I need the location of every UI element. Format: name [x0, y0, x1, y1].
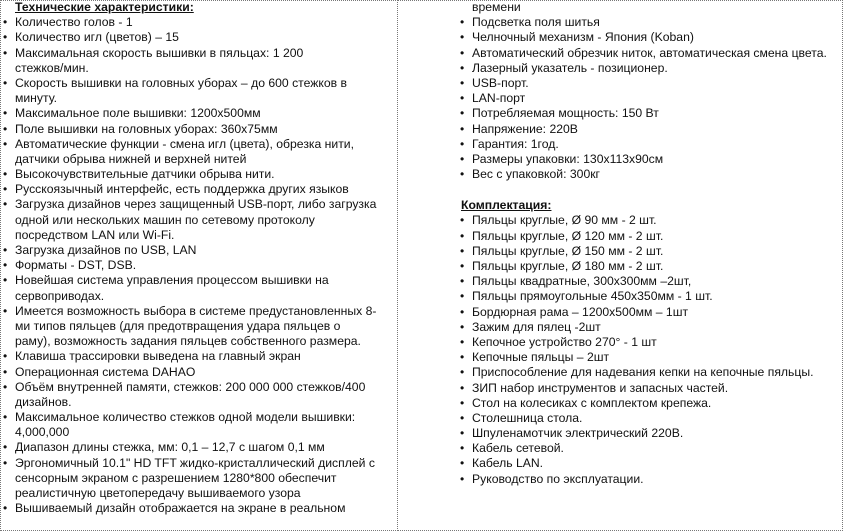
spacer [459, 182, 839, 198]
list-item: • Руководство по эксплуатации. [459, 472, 839, 487]
list-item: • Количество голов - 1 [2, 15, 396, 30]
kit-list [459, 213, 839, 486]
list-item: • Максимальное поле вышивки: 1200x500мм [2, 106, 396, 121]
list-item-continuation: сенсорным экраном с разрешением 1280*800 обеспечит [15, 470, 337, 485]
specifications-heading: Технические характеристики: [15, 0, 194, 14]
list-item: • Гарантия: 1год. [459, 137, 839, 152]
list-item: • Вышиваемый дизайн отображается на экране в реальном [2, 501, 396, 516]
list-item-continuation: ми типов пяльцев (для предотвращения удара пяльцев о [15, 318, 341, 333]
list-item: • Размеры упаковки: 130x113x90см [459, 152, 839, 167]
list-item: • Зажим для пялец -2шт [459, 320, 839, 335]
list-item-continuation: одной или нескольких машин по сетевому протоколу [15, 212, 315, 227]
kit-heading: Комплектация: [461, 198, 552, 213]
list-item: • Эргономичный 10.1" HD TFT жидко-кристаллический дисплей с [2, 456, 396, 471]
list-item: • Вес с упаковкой: 300кг [459, 167, 839, 182]
list-item: • Объём внутренней памяти, стежков: 200 000 000 стежков/400 [2, 380, 396, 395]
list-item: • Подсветка поля шитья [459, 15, 839, 30]
list-item: • Загрузка дизайнов через защищенный USB-порт, либо загрузка [2, 197, 396, 212]
list-item: • Потребляемая мощность: 150 Вт [459, 106, 839, 121]
list-item: • Максимальное количество стежков одной модели вышивки: [2, 410, 396, 425]
list-item: • Пяльцы квадратные, 300x300мм –2шт, [459, 274, 839, 289]
list-item: • Высокочувствительные датчики обрыва нити. [2, 167, 396, 182]
specifications-continued-list [459, 0, 839, 182]
list-item: • Автоматические функции - смена игл (цвета), обрезка нити, [2, 137, 396, 152]
list-item-continuation: стежков/мин. [15, 60, 89, 75]
list-item: • Форматы - DST, DSB. [2, 258, 396, 273]
list-item: • Пяльцы круглые, Ø 150 мм - 2 шт. [459, 244, 839, 259]
list-item: • Челночный механизм - Япония (Koban) [459, 30, 839, 45]
list-item: • Пяльцы круглые, Ø 90 мм - 2 шт. [459, 213, 839, 228]
list-item-continuation: реалистичную цветопередачу вышиваемого узора [15, 486, 301, 500]
list-item: • Шпуленамотчик электрический 220В. [459, 426, 839, 441]
list-item: • Кабель сетевой. [459, 441, 839, 456]
list-item-continuation: минуту. [15, 91, 57, 106]
list-item-continuation: сервоприводах. [15, 288, 105, 303]
list-item: • Столешница стола. [459, 411, 839, 426]
list-item: • Приспособление для надевания кепки на кепочные пяльцы. [459, 365, 839, 380]
list-item: • Напряжение: 220В [459, 122, 839, 137]
list-item: • Поле вышивки на головных уборах: 360x75мм [2, 122, 396, 137]
list-item: • Максимальная скорость вышивки в пяльцах: 1 200 [2, 46, 396, 61]
list-item: • Автоматический обрезчик ниток, автоматическая смена цвета. [459, 46, 839, 61]
list-item: • USB-порт. [459, 76, 839, 91]
list-item: • Клавиша трассировки выведена на главный экран [2, 349, 396, 364]
list-item: • Пяльцы круглые, Ø 180 мм - 2 шт. [459, 259, 839, 274]
list-item-continuation: 4,000,000 [15, 425, 70, 440]
list-item: • Загрузка дизайнов по USB, LAN [2, 243, 396, 258]
list-item: • Новейшая система управления процессом вышивки на [2, 273, 396, 288]
list-item-continuation: раму), возможность задания пяльцев собственного размера. [15, 334, 361, 349]
list-item-continuation: дизайнов. [15, 394, 72, 409]
list-item: • Русскоязычный интерфейс, есть поддержка других языков [2, 182, 396, 197]
list-item: • Лазерный указатель - позиционер. [459, 61, 839, 76]
list-item: • Кепочные пяльцы – 2шт [459, 350, 839, 365]
list-item: • Количество игл (цветов) – 15 [2, 30, 396, 45]
list-item: • Имеется возможность выбора в системе предустановленных 8- [2, 304, 396, 319]
list-item-continuation: датчики обрыва нижней и верхней нитей [15, 151, 247, 166]
list-item: • Диапазон длины стежка, мм: 0,1 – 12,7 с шагом 0,1 мм [2, 440, 396, 455]
list-item: • Пяльцы прямоугольные 450x350мм - 1 шт. [459, 289, 839, 304]
specifications-list [2, 15, 396, 516]
list-item-continuation: времени [472, 0, 521, 14]
list-item: • ЗИП набор инструментов и запасных частей. [459, 381, 839, 396]
list-item: • Пяльцы круглые, Ø 120 мм - 2 шт. [459, 229, 839, 244]
list-item: • Бордюрная рама – 1200x500мм – 1шт [459, 305, 839, 320]
specifications-column [2, 0, 396, 516]
list-item: • LAN-порт [459, 91, 839, 106]
list-item: • Скорость вышивки на головных уборах – до 600 стежков в [2, 76, 396, 91]
equipment-column [459, 0, 839, 487]
list-item-continuation: посредством LAN или Wi-Fi. [15, 227, 175, 242]
list-item: • Кабель LAN. [459, 456, 839, 471]
list-item: • Стол на колесиках с комплектом крепежа. [459, 396, 839, 411]
list-item: • Кепочное устройство 270° - 1 шт [459, 335, 839, 350]
list-item: • Операционная система DAHAO [2, 365, 396, 380]
